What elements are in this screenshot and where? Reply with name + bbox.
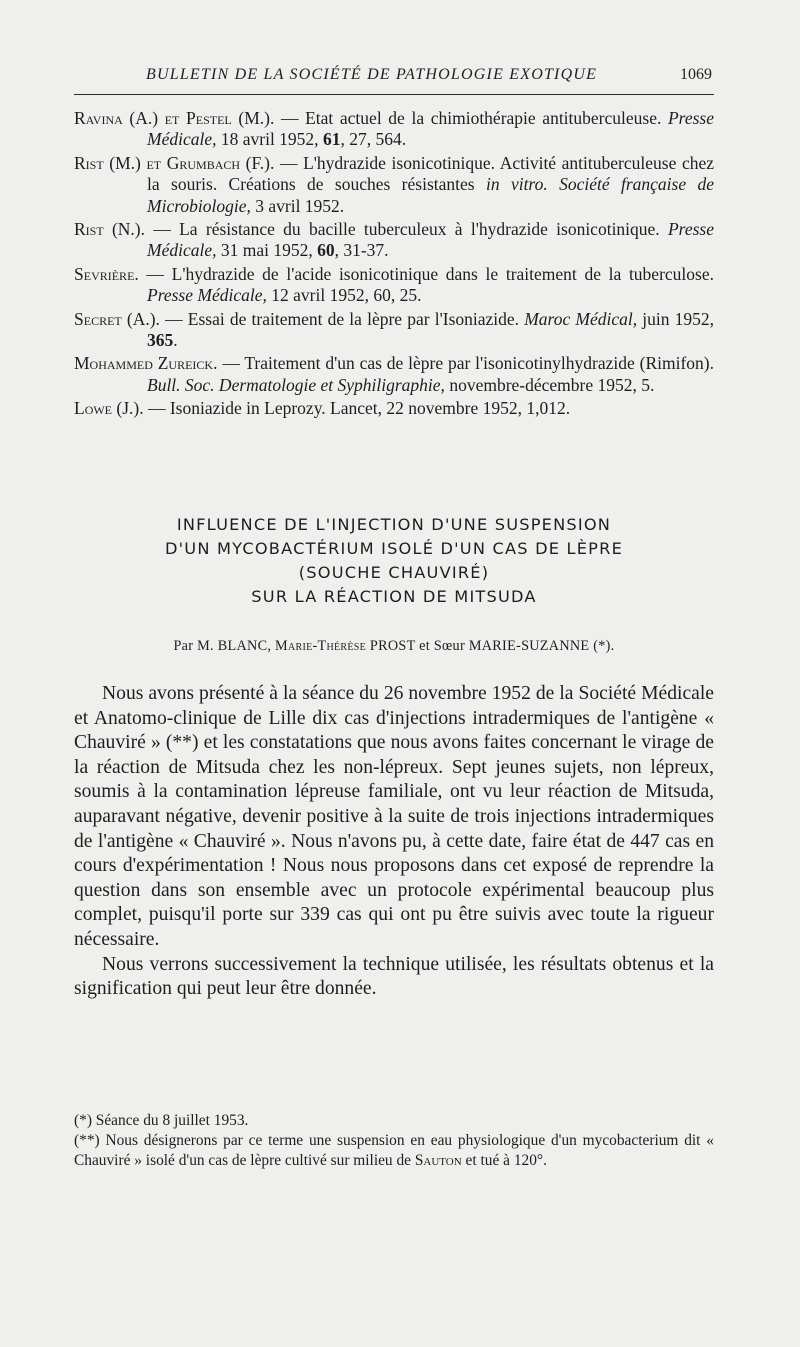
byline-rest: PROST et Sœur MARIE-SUZANNE (*).	[366, 638, 615, 654]
reference-volume: 60	[317, 240, 335, 261]
byline-author2: Marie-Thérèse	[275, 638, 367, 654]
reference-pages: .	[173, 330, 178, 351]
reference-text: — Isoniazide in Leprozy. Lancet, 22 novembre 1952, 1,012.	[143, 398, 571, 419]
reference-entry	[74, 398, 714, 419]
article-title	[74, 513, 714, 609]
reference-date: 18 avril 1952,	[216, 129, 323, 150]
reference-entry	[74, 219, 714, 262]
reference-source: Presse Médicale,	[147, 285, 267, 306]
reference-entry	[74, 264, 714, 307]
reference-entry	[74, 153, 714, 217]
reference-source: Bull. Soc. Dermatologie et Syphiligraphie,	[147, 374, 445, 395]
reference-pages: , 27, 564.	[340, 129, 407, 150]
reference-list	[74, 108, 714, 422]
reference-source: Maroc Médical,	[524, 308, 638, 329]
reference-date: novembre-décembre 1952, 5.	[444, 374, 655, 395]
reference-authors: Rist (N.).	[74, 219, 146, 240]
reference-volume: 365	[147, 330, 174, 351]
reference-entry	[74, 309, 714, 352]
reference-authors: Lowe (J.).	[74, 398, 144, 419]
footnote-1: (*) Séance du 8 juillet 1953.	[74, 1112, 249, 1129]
title-line: INFLUENCE DE L'INJECTION D'UNE SUSPENSION	[176, 515, 612, 534]
title-line: SUR LA RÉACTION DE MITSUDA	[251, 587, 537, 606]
reference-text: — Essai de traitement de la lèpre par l'Isoniazide.	[159, 308, 525, 329]
body-paragraph: Nous avons présenté à la séance du 26 novembre 1952 de la Société Médicale et Anatomo-clinique de Lille dix cas d'injections intradermiques de l'antigène « Chauviré » (**) et les constatations que nous avons faites concernant le virage de la réaction de Mitsuda chez les non-lépreux. Sept jeunes sujets, non lépreux, soumis à la contamination lépreuse familiale, ont vu leur réaction de Mitsuda, auparavant négative, devenir positive à la suite de trois injections intradermiques de l'antigène « Chauviré ». Nous n'avons pu, à cette date, faire état de 447 cas en cours d'expérimentation ! Nous nous proposons dans cet exposé de reprendre la question dans son ensemble avec un protocole expérimental beaucoup plus complet, puisqu'il porte sur 339 cas qui ont pu être suivis avec toute la rigueur nécessaire.	[74, 683, 714, 950]
reference-text: — Traitement d'un cas de lèpre par l'isonicotinylhydrazide (Rimifon).	[217, 353, 714, 374]
reference-authors: Sevrière.	[74, 263, 139, 284]
article-body	[74, 682, 714, 1002]
reference-date: 31 mai 1952,	[216, 240, 318, 261]
footnote-2-name: Sauton	[414, 1152, 462, 1169]
reference-date: 3 avril 1952.	[250, 195, 345, 216]
reference-entry	[74, 108, 714, 151]
reference-authors: Ravina (A.) et Pestel (M.).	[74, 108, 275, 128]
reference-volume: 61	[322, 129, 341, 150]
reference-volume: 60	[373, 285, 391, 306]
author-byline	[74, 638, 714, 655]
body-paragraph: Nous verrons successivement la technique utilisée, les résultats obtenus et la signification qui peut leur être donnée.	[74, 953, 714, 1000]
footnote-2	[74, 1131, 714, 1171]
reference-authors: Mohammed Zureick.	[74, 353, 218, 374]
reference-pages: , 31-37.	[334, 240, 389, 261]
reference-entry	[74, 353, 714, 396]
reference-pages: , 25.	[390, 285, 422, 306]
reference-authors: Secret (A.).	[74, 308, 160, 329]
reference-text: — Etat actuel de la chimiothérapie antituberculeuse.	[274, 108, 668, 128]
title-line: (SOUCHE CHAUVIRÉ)	[298, 563, 490, 582]
reference-source: Presse Médicale,	[147, 219, 714, 261]
reference-text: — L'hydrazide isonicotinique. Activité antituberculeuse chez la souris. Créations de souches résistantes	[147, 152, 714, 195]
reference-text: — La résistance du bacille tuberculeux à l'hydrazide isonicotinique.	[145, 219, 668, 240]
running-title: BULLETIN DE LA SOCIÉTÉ DE PATHOLOGIE EXOTIQUE	[146, 66, 598, 83]
byline-prefix: Par M. BLANC,	[173, 638, 276, 654]
footnote-2-text: (**) Nous désignerons par ce terme une suspension en eau physiologique d'un mycobacterium dit « Chauviré » isolé d'un cas de lèpre cultivé sur milieu de	[74, 1132, 714, 1169]
title-line: D'UN MYCOBACTÉRIUM ISOLÉ D'UN CAS DE LÈPRE	[164, 539, 624, 558]
running-header	[74, 64, 714, 95]
reference-date: juin 1952,	[637, 308, 715, 329]
page-number: 1069	[680, 66, 712, 83]
reference-source: Presse Médicale,	[147, 108, 714, 150]
footnote-2-end: et tué à 120°.	[461, 1152, 547, 1169]
reference-authors: Rist (M.) et Grumbach (F.).	[74, 152, 275, 173]
reference-text: — L'hydrazide de l'acide isonicotinique dans le traitement de la tuberculose.	[138, 263, 714, 284]
reference-source: in vitro. Société française de Microbiologie,	[147, 174, 715, 216]
footnotes	[74, 1111, 714, 1171]
reference-date: 12 avril 1952,	[266, 285, 374, 306]
